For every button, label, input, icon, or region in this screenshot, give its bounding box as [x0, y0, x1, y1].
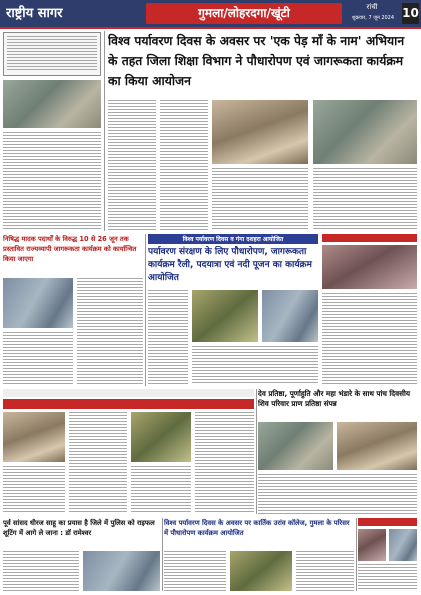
main-story-col-3 [212, 168, 308, 230]
bottom-left-col-1 [3, 551, 79, 591]
left-middle-col-2 [3, 332, 73, 385]
column-rule [356, 518, 357, 591]
left-lower-col-1 [69, 412, 127, 514]
left-lower-photo-2 [131, 412, 191, 462]
left-middle-photo [3, 278, 73, 328]
right-middle-text [258, 474, 417, 514]
center-col-1 [148, 290, 188, 385]
left-top-photo [3, 80, 101, 128]
main-story-photo-1 [212, 100, 308, 164]
bottom-right-col-1 [164, 551, 226, 591]
column-rule [145, 234, 146, 386]
left-lower-photo-1 [3, 412, 65, 462]
section-title: गुमला/लोहरदगा/खूंटी [198, 6, 290, 20]
center-band-label: विश्व पर्यावरण दिवस व गंगा दशहरा आयोजित [182, 236, 284, 243]
bottom-left-headline: पूर्व सांसद धीरज साहू का प्रयास है जिले में पुलिस को राइफल शूटिंग में आगे ले जाना : डॉ रामेश्वर [3, 519, 155, 537]
portrait-1 [358, 529, 386, 561]
left-lower-col-2 [195, 412, 254, 514]
left-column-top-box [3, 32, 101, 76]
center-photo-1 [192, 290, 258, 342]
left-lower-band [3, 399, 254, 409]
portrait-2 [389, 529, 417, 561]
center-headline: पर्यावरण संरक्षण के लिए पौधारोपण, जागरूकता कार्यक्रम रैली, पदयात्रा एवं नदी पूजन का कार्यक्रम आयोजित [148, 247, 312, 283]
column-rule [104, 31, 105, 231]
section-tab [146, 3, 342, 24]
bottom-right-col-2 [296, 551, 354, 591]
page-number: 10 [402, 3, 419, 24]
right-box-band [322, 234, 417, 242]
right-box-photo [322, 245, 417, 289]
masthead-date: शुक्रवार, 7 जून 2024 [351, 15, 395, 21]
masthead-rule [0, 27, 421, 29]
center-col-2 [192, 346, 318, 385]
center-band [148, 234, 318, 244]
paper-name: राष्ट्रीय सागर [6, 6, 63, 21]
bottom-right-headline: विश्व पर्यावरण दिवस के अवसर पर कार्तिक उरांव कॉलेज, गुमला के परिसर में पौधारोपण कार्यक्रम आयोजित [164, 519, 350, 537]
left-lower-col-4 [131, 466, 191, 514]
left-column-text [3, 132, 101, 230]
right-middle-headline: देव प्रतिष्ठा, पूर्णाहुति और महा भंडारे के साथ पांच दिवसीय शिव परिवार प्राण प्रतिष्ठा संपन्न [258, 389, 410, 408]
right-box-text [322, 293, 417, 385]
left-middle-headline: निषिद्ध मादक पदार्थों के विरुद्ध 10 से 26 जून तक प्रस्तावित राज्यव्यापी जागरूकता कार्यक्रम को कार्यान्वित किया जाएगा [3, 235, 137, 263]
main-story-col-4 [313, 168, 417, 230]
main-story-col-2 [160, 100, 208, 230]
left-lower-strip-1 [3, 389, 254, 397]
left-lower-col-3 [3, 466, 65, 514]
right-middle-photo-2 [337, 422, 417, 470]
left-middle-col-1 [77, 278, 143, 385]
masthead-city: रांची [366, 3, 378, 11]
portraits-band [358, 518, 417, 526]
portraits-text [358, 564, 417, 591]
bottom-right-photo [230, 551, 292, 591]
center-photo-2 [262, 290, 318, 342]
column-rule [256, 389, 257, 514]
main-story-photo-2 [313, 100, 417, 164]
main-headline: विश्व पर्यावरण दिवस के अवसर पर 'एक पेड़ माँ के नाम' अभियान के तहत जिला शिक्षा विभाग ने पौधारोपण एवं जागरूकता कार्यक्रम का किया आयोजन [108, 34, 405, 88]
column-rule [162, 518, 163, 591]
bottom-left-photo [83, 551, 160, 591]
main-story-col-1 [108, 100, 156, 230]
right-middle-photo-1 [258, 422, 333, 470]
